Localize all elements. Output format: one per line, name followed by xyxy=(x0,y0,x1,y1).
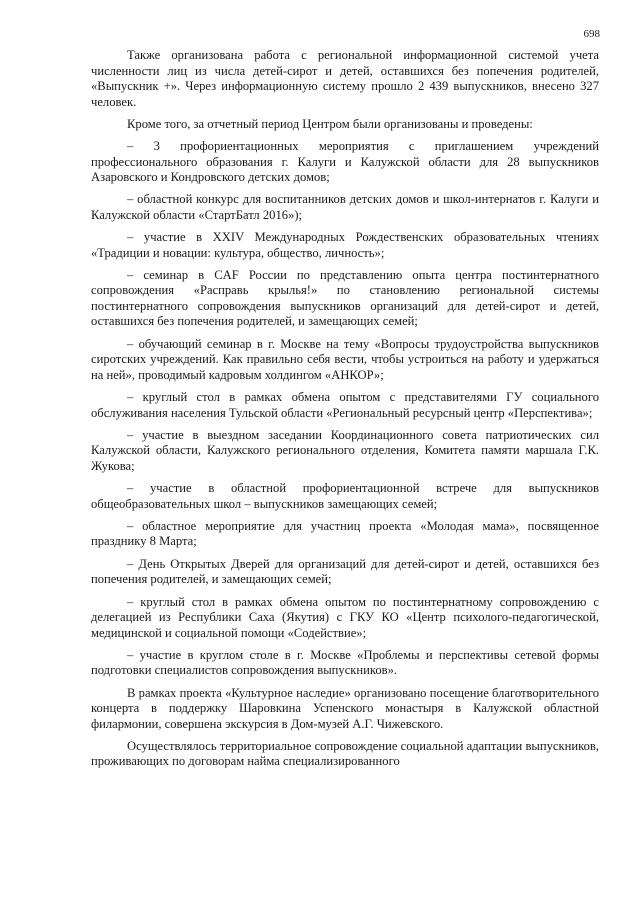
list-item-caf-seminar: – семинар в CAF России по представлению опыта центра постинтернатного сопровождения «Расправь крылья!» по становлению региональной системы постинтернатного сопровождения выпускников организаций для детей-сирот и детей, оставшихся без попечения родителей, и замещающих семей; xyxy=(91,267,599,329)
list-item-open-doors: – День Открытых Дверей для организаций для детей-сирот и детей, оставшихся без попечения родителей, и замещающих семей; xyxy=(91,556,599,587)
document-body xyxy=(91,48,599,770)
list-item-patriotic-council: – участие в выездном заседании Координационного совета патриотических сил Калужской области, Калужского регионального отделения, Комитета памяти маршала Г.К. Жукова; xyxy=(91,427,599,473)
list-item-young-mother: – областное мероприятие для участниц проекта «Молодая мама», посвященное празднику 8 Марта; xyxy=(91,518,599,549)
paragraph-info-system: Также организована работа с региональной информационной системой учета численности лиц из числа детей-сирот и детей, оставшихся без попечения родителей, «Выпускник +». Через информационную систему прошло 2 439 выпускников, внесено 327 человек. xyxy=(91,48,599,109)
list-item-tula-roundtable: – круглый стол в рамках обмена опытом с представителями ГУ социального обслуживания населения Тульской области «Региональный ресурсный центр «Перспектива»; xyxy=(91,390,599,420)
list-item-career-meeting: – участие в областной профориентационной встрече для выпускников общеобразовательных школ – выпускников замещающих семей; xyxy=(91,481,599,511)
list-item-christmas-readings: – участие в XXIV Международных Рождественских образовательных чтениях «Традиции и новации: культура, общество, личность»; xyxy=(91,230,599,260)
list-item-yakutia-roundtable: – круглый стол в рамках обмена опытом по постинтернатному сопровождению с делегацией из Республики Саха (Якутия) с ГКУ КО «Центр психолого-педагогической, медицинской и социальной помощи «Содействие»; xyxy=(91,594,599,640)
list-item-moscow-roundtable: – участие в круглом столе в г. Москве «Проблемы и перспективы сетевой формы подготовки специалистов сопровождения выпускников». xyxy=(91,647,599,678)
list-item-ankor-seminar: – обучающий семинар в г. Москве на тему «Вопросы трудоустройства выпускников сиротских учреждений. Как правильно себя вести, чтобы устроиться на работу и удержаться на ней», проводимый кадровым холдингом «АНКОР»; xyxy=(91,336,599,382)
paragraph-intro-list: Кроме того, за отчетный период Центром были организованы и проведены: xyxy=(127,116,533,131)
paragraph-cultural-heritage: В рамках проекта «Культурное наследие» организовано посещение благотворительного концерта в поддержку Шаровкина Успенского монастыря в Калужской областной филармонии, совершена экскурсия в Дом-музей А.Г. Чижевского. xyxy=(91,685,599,731)
paragraph-territorial-support: Осуществлялось территориальное сопровождение социальной адаптации выпускников, проживающих по договорам найма специализированного xyxy=(91,738,599,769)
list-item-startbattle: – областной конкурс для воспитанников детских домов и школ-интернатов г. Калуги и Калужской области «СтартБатл 2016»); xyxy=(91,192,599,222)
page-number: 698 xyxy=(583,28,600,40)
list-item-career-events: – 3 профориентационных мероприятия с приглашением учреждений профессионального образования г. Калуги и Калужской области для 28 выпускников Азаровского и Кондровского детских домов; xyxy=(91,139,599,185)
